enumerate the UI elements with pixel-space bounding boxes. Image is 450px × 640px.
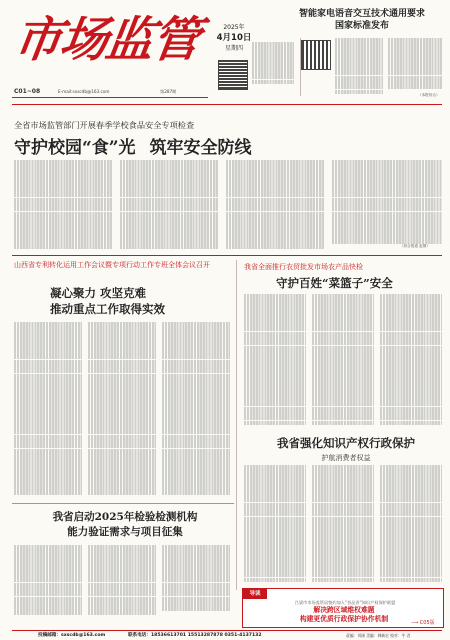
qr-code-icon	[218, 60, 248, 90]
top-right-body-col1	[335, 38, 383, 98]
mid-right-kicker: 我省全面推行农贸批发市场农产品快检	[244, 263, 363, 271]
bottom-left-rule	[12, 503, 234, 504]
promo-line-1: 吕梁市市场监管局签约加入“晋品晋”知识产权保护联盟	[294, 600, 396, 605]
mid-right-body-col3	[380, 294, 442, 428]
lead-byline: （综合报道 赵倩）	[400, 244, 430, 248]
mid-right-body-col1	[244, 294, 306, 428]
footer-editor: 责编：刘刚 美编：韩新宏 校对：牛 君	[346, 632, 411, 638]
date-weekday: 星期四	[224, 45, 243, 52]
mid-left-kicker: 山西省专利转化运用工作会议暨专项行动工作专班全体会议召开	[14, 261, 210, 269]
date-box	[212, 22, 256, 52]
top-right-headline-line1: 智能家电语音交互技术通用要求	[298, 9, 425, 19]
promo-headline-1: 解决跨区域维权难题	[313, 606, 375, 614]
masthead-notice	[252, 42, 294, 90]
promo-page-ref-text: C05版	[419, 620, 435, 626]
lead-body-col3	[226, 160, 324, 250]
lead-body-col2	[120, 160, 218, 250]
mid-left-body-col2	[88, 322, 156, 498]
footer-contact: 投稿邮箱：sxscdb@163.com	[38, 633, 106, 638]
mid-left-headline-2: 推动重点工作取得实效	[50, 302, 165, 316]
lead-headline-a: 守护校园“食”光	[14, 138, 136, 158]
promo-headline-2: 构建更优质行政保护协作机制	[299, 614, 389, 623]
top-right-body-col2	[388, 38, 442, 93]
date-month-day: 4月10日	[216, 33, 252, 43]
mid-left-body-col3	[162, 322, 230, 498]
ip-body-col3	[380, 465, 442, 583]
section-rule-top	[12, 104, 442, 105]
mid-left-body-col1	[14, 322, 82, 498]
ip-subhead: 护航消费者权益	[321, 454, 371, 462]
mid-right-headline: 守护百姓“菜篮子”安全	[276, 276, 393, 290]
ip-body-col2	[312, 465, 374, 583]
column-divider	[236, 260, 237, 590]
top-right-headline-line2: 国家标准发布	[334, 21, 389, 31]
bottom-left-body-col2	[88, 545, 156, 615]
footer-rule	[12, 630, 442, 631]
bottom-left-body-col3	[162, 545, 230, 615]
masthead	[10, 10, 204, 80]
date-year: 2025年	[223, 24, 245, 31]
lead-body-col4	[332, 160, 442, 244]
footer-phone: 联系电话：18536613701 15513287878 0351-4137132	[128, 633, 262, 638]
mid-left-headline-1: 凝心聚力 攻坚克难	[50, 286, 147, 300]
top-right-ref: （本报综合）	[418, 93, 440, 97]
ip-body-col1	[244, 465, 306, 583]
issue-label: C01~08	[14, 88, 41, 95]
lead-headline-b: 筑牢安全防线	[149, 138, 252, 158]
promo-box[interactable]	[242, 588, 444, 628]
lead-kicker: 全省市场监管部门开展春季学校食品安全专项检查	[14, 120, 195, 130]
bottom-left-headline-1: 我省启动2025年检验检测机构	[52, 511, 198, 523]
lead-body-col1	[14, 160, 112, 250]
top-right-headline	[282, 8, 442, 32]
section-rule-mid	[12, 255, 442, 256]
qr-code-icon-2	[301, 40, 331, 70]
masthead-email: E-mail:sxscdb@163.com	[58, 89, 110, 94]
bottom-left-body-col1	[14, 545, 82, 615]
arrow-right-icon: ⟶	[411, 620, 419, 626]
issue-number: 第287期	[160, 89, 177, 94]
masthead-title: 市场监管	[10, 12, 202, 68]
lead-headline	[14, 133, 444, 158]
mid-right-body-col2	[312, 294, 374, 428]
ip-headline: 我省强化知识产权行政保护	[277, 436, 415, 450]
bottom-left-headline	[14, 510, 236, 540]
bottom-left-headline-2: 能力验证需求与项目征集	[67, 526, 183, 538]
promo-page-ref[interactable]	[411, 619, 435, 626]
masthead-rule	[12, 97, 208, 98]
promo-label: 导读	[243, 589, 267, 599]
mid-left-headline	[50, 285, 230, 317]
